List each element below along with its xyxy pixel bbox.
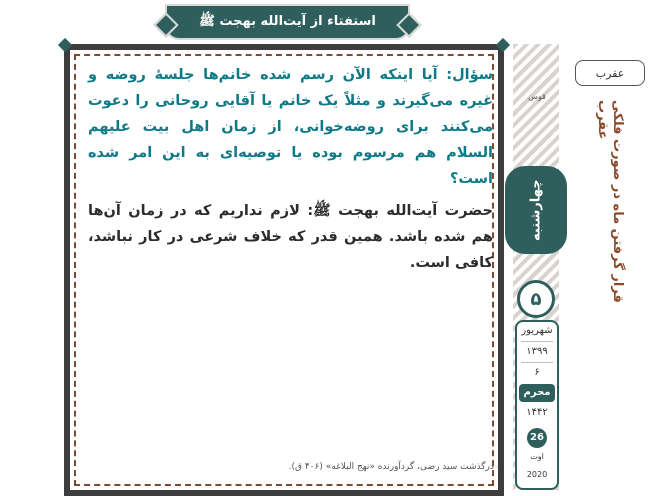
weekday-label: چهارشنبه [528,179,544,241]
solar-month: شهریور [521,325,553,336]
day-number: ۵ [517,280,555,318]
gregorian-month: اوت [530,452,544,461]
footnote: - درگذشت سید رضی، گردآورنده «نهج البلاغه» (۴۰۶ ق). [288,462,500,472]
weekday-badge [505,166,567,254]
zodiac-month-label: قوس [528,92,546,101]
divider [521,341,553,342]
hijri-year: ۱۴۴۲ [526,407,548,418]
page-title: استفتاء از آیت‌الله بهجت ﷺ [199,13,376,29]
zodiac-sign-label: عقرب [575,60,645,86]
page-title-tab [165,4,410,40]
question-text: سؤال: آیا اینکه الآن رسم شده خانم‌ها جلسهٔ روضه و غیره می‌گیرند و مثلاً یک خانم یا آقایی روحانی را دعوت می‌کنند برای روضه‌خوانی، از زمان اهل بیت علیهم السلام هم مرسوم بوده یا توصیه‌ای به این امر شده است؟ [88,67,493,187]
gregorian-year: 2020 [526,470,548,479]
date-details [515,320,559,490]
divider [521,362,553,363]
answer-text: حضرت آیت‌الله بهجت ﷺ: لازم نداریم که در زمان آن‌ها هم شده باشد. همین قدر که خلاف شرعی در کار نباشد، کافی است. [88,203,493,271]
hijri-month: محرم [519,384,555,402]
hijri-day: ۶ [534,367,540,378]
solar-year: ۱۳۹۹ [526,346,548,357]
calendar-column [505,44,567,490]
fatwa-content [88,62,493,276]
zodiac-event-text: قرار گرفتن ماه در صورت فلکی عقرب [595,100,625,303]
gregorian-day: 26 [527,428,547,448]
